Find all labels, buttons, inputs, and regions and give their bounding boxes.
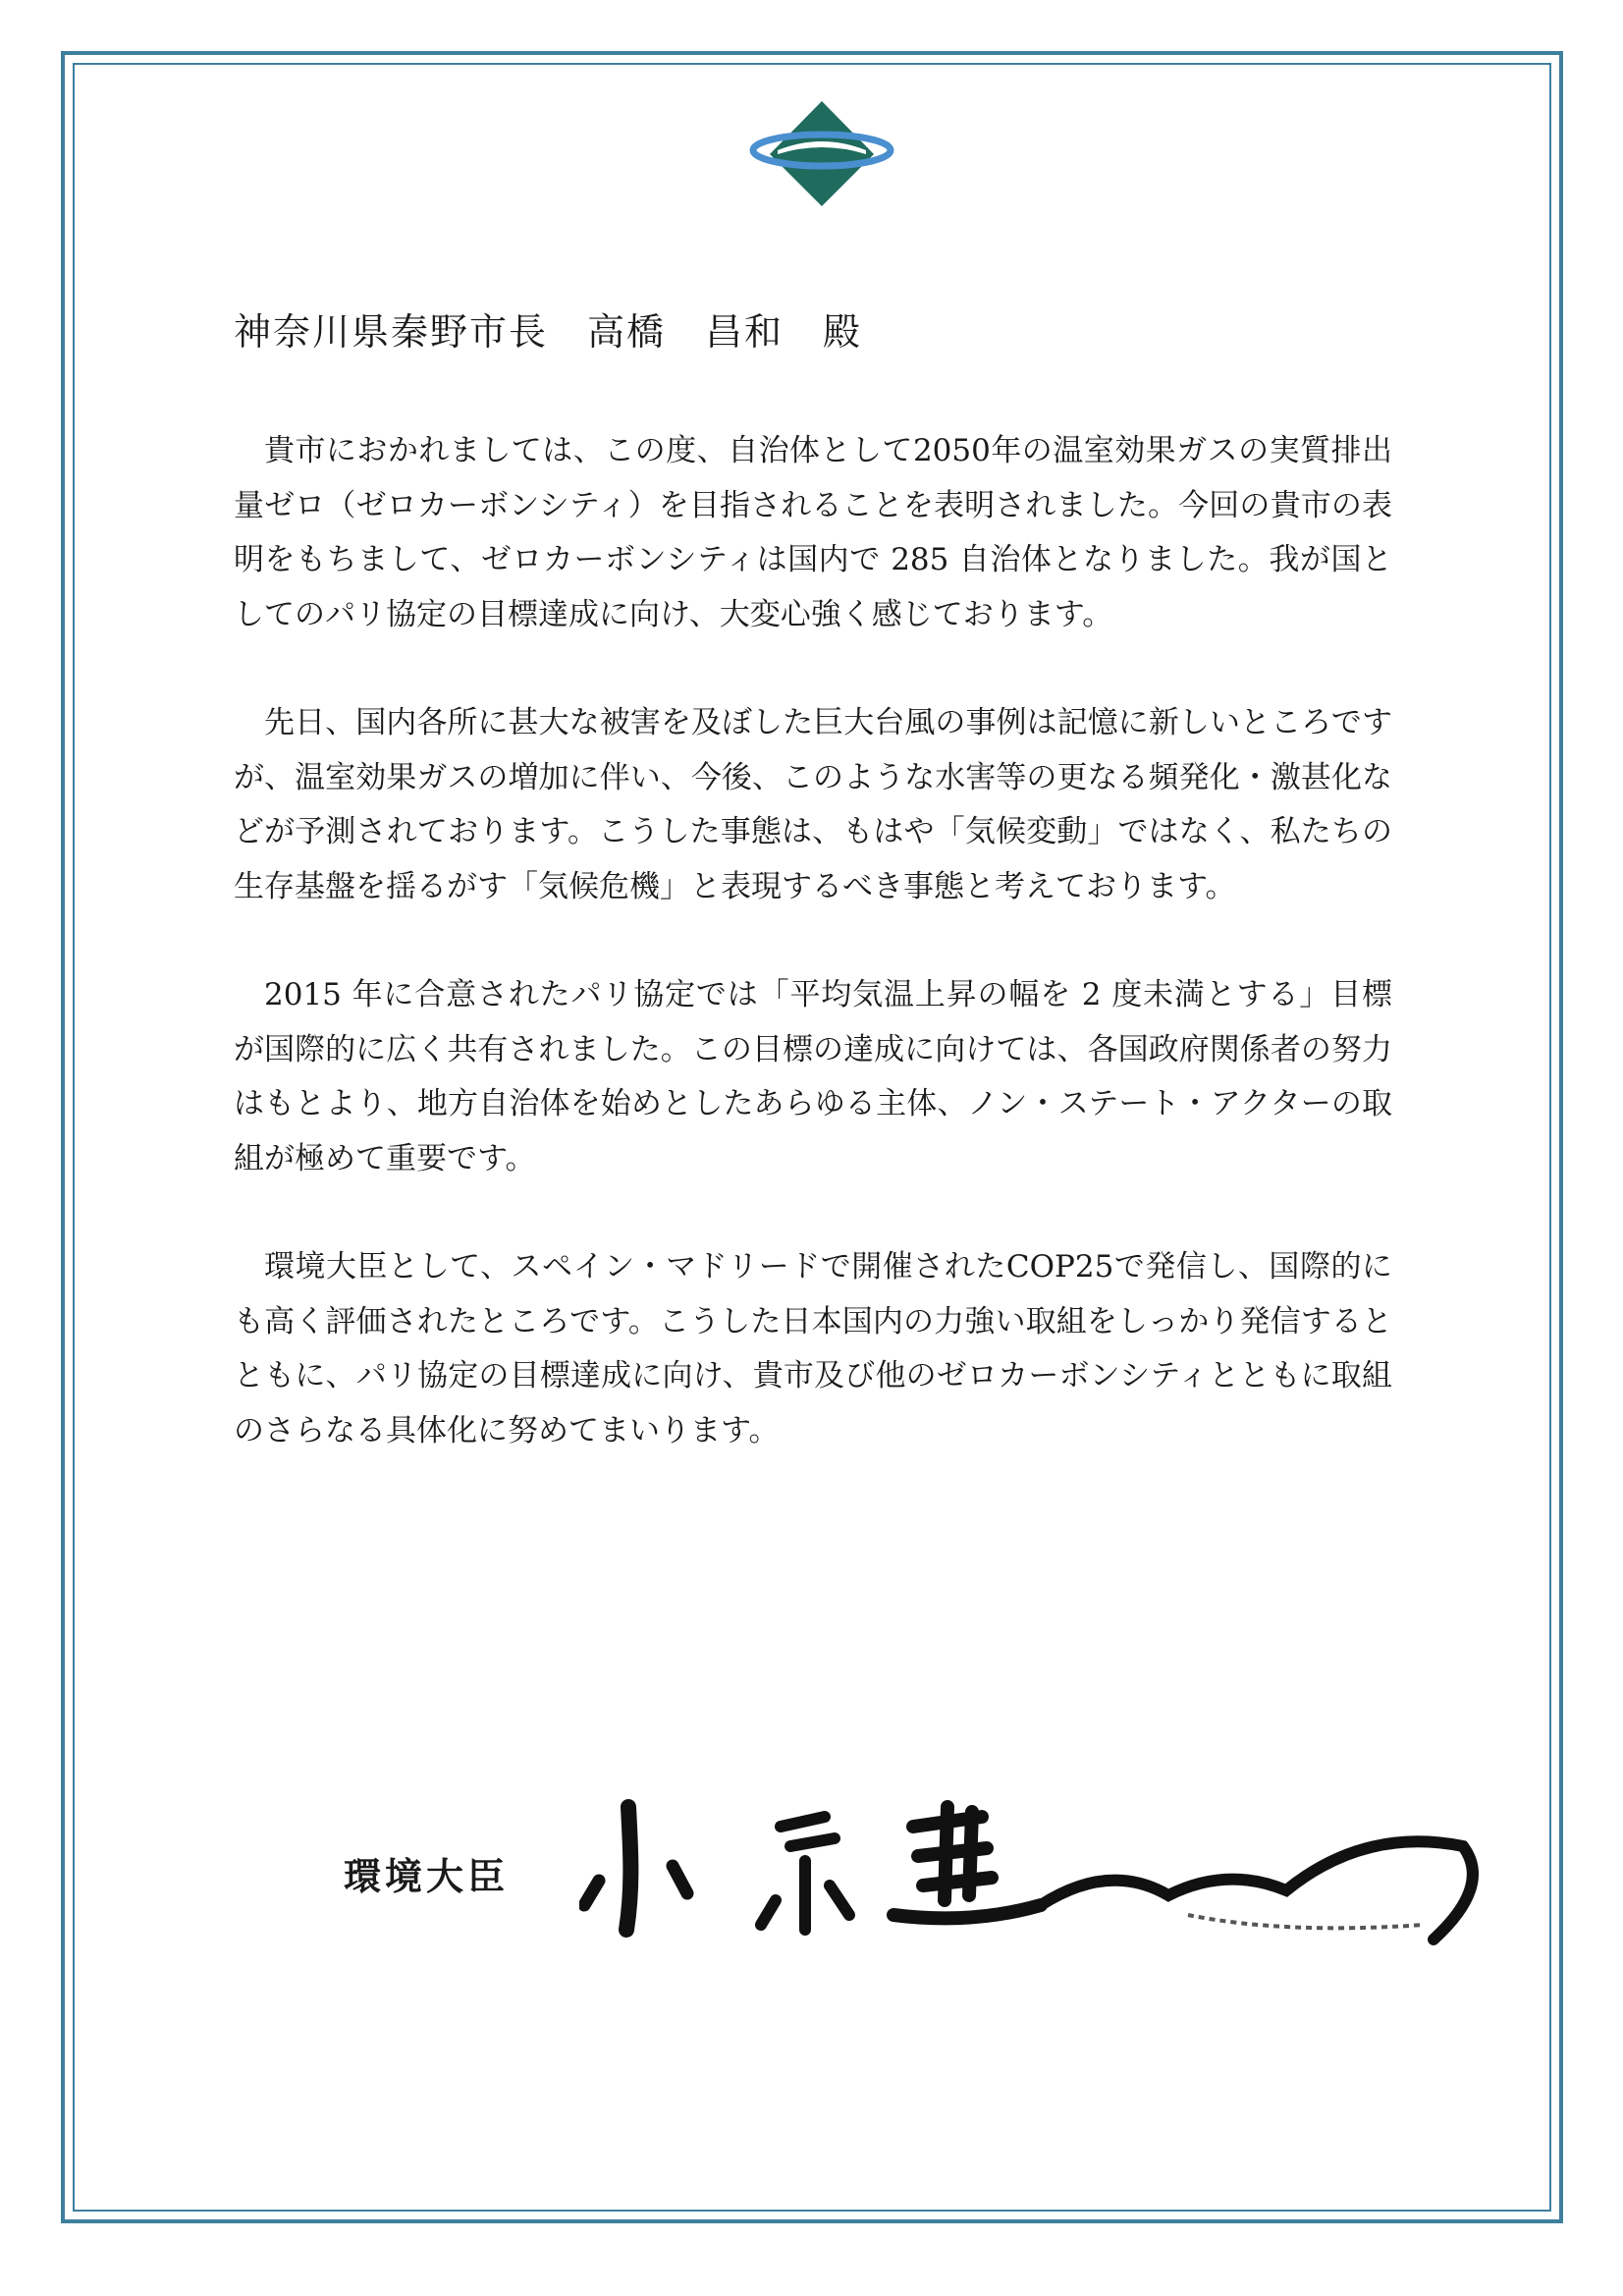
sender-title: 環境大臣 [344,1854,510,1898]
handwritten-signature [579,1768,1512,1964]
paragraph: 貴市におかれましては、この度、自治体として2050年の温室効果ガスの実質排出量ゼロ（ゼロカーボンシティ）を目指されることを表明されました。今回の貴市の表明をもちまして、ゼロカーボンシティは国内で 285 自治体となりました。我が国としてのパリ協定の目標達成に向け、大変心強く感じております。 [234,433,1392,632]
paragraph: 2015 年に合意されたパリ協定では「平均気温上昇の幅を 2 度未満とする」目標が国際的に広く共有されました。この目標の達成に向けては、各国政府関係者の努力はもとより、地方自治体を始めとしたあらゆる主体、ノン・ステート・アクターの取組が極めて重要です。 [234,977,1392,1176]
letter-body [234,424,1392,1512]
paragraph: 環境大臣として、スペイン・マドリードで開催されたCOP25で発信し、国際的にも高く評価されたところです。こうした日本国内の力強い取組をしっかり発信するとともに、パリ協定の目標達成に向け、貴市及び他のゼロカーボンシティとともに取組のさらなる具体化に努めてまいります。 [234,1249,1392,1449]
paragraph: 先日、国内各所に甚大な被害を及ぼした巨大台風の事例は記憶に新しいところですが、温室効果ガスの増加に伴い、今後、このような水害等の更なる頻発化・激甚化などが予測されております。こうした事態は、もはや「気候変動」ではなく、私たちの生存基盤を揺るがす「気候危機」と表現するべき事態と考えております。 [234,705,1392,904]
addressee: 神奈川県秦野市長 高橋 昌和 殿 [234,310,863,354]
ministry-emblem-icon [748,93,895,211]
